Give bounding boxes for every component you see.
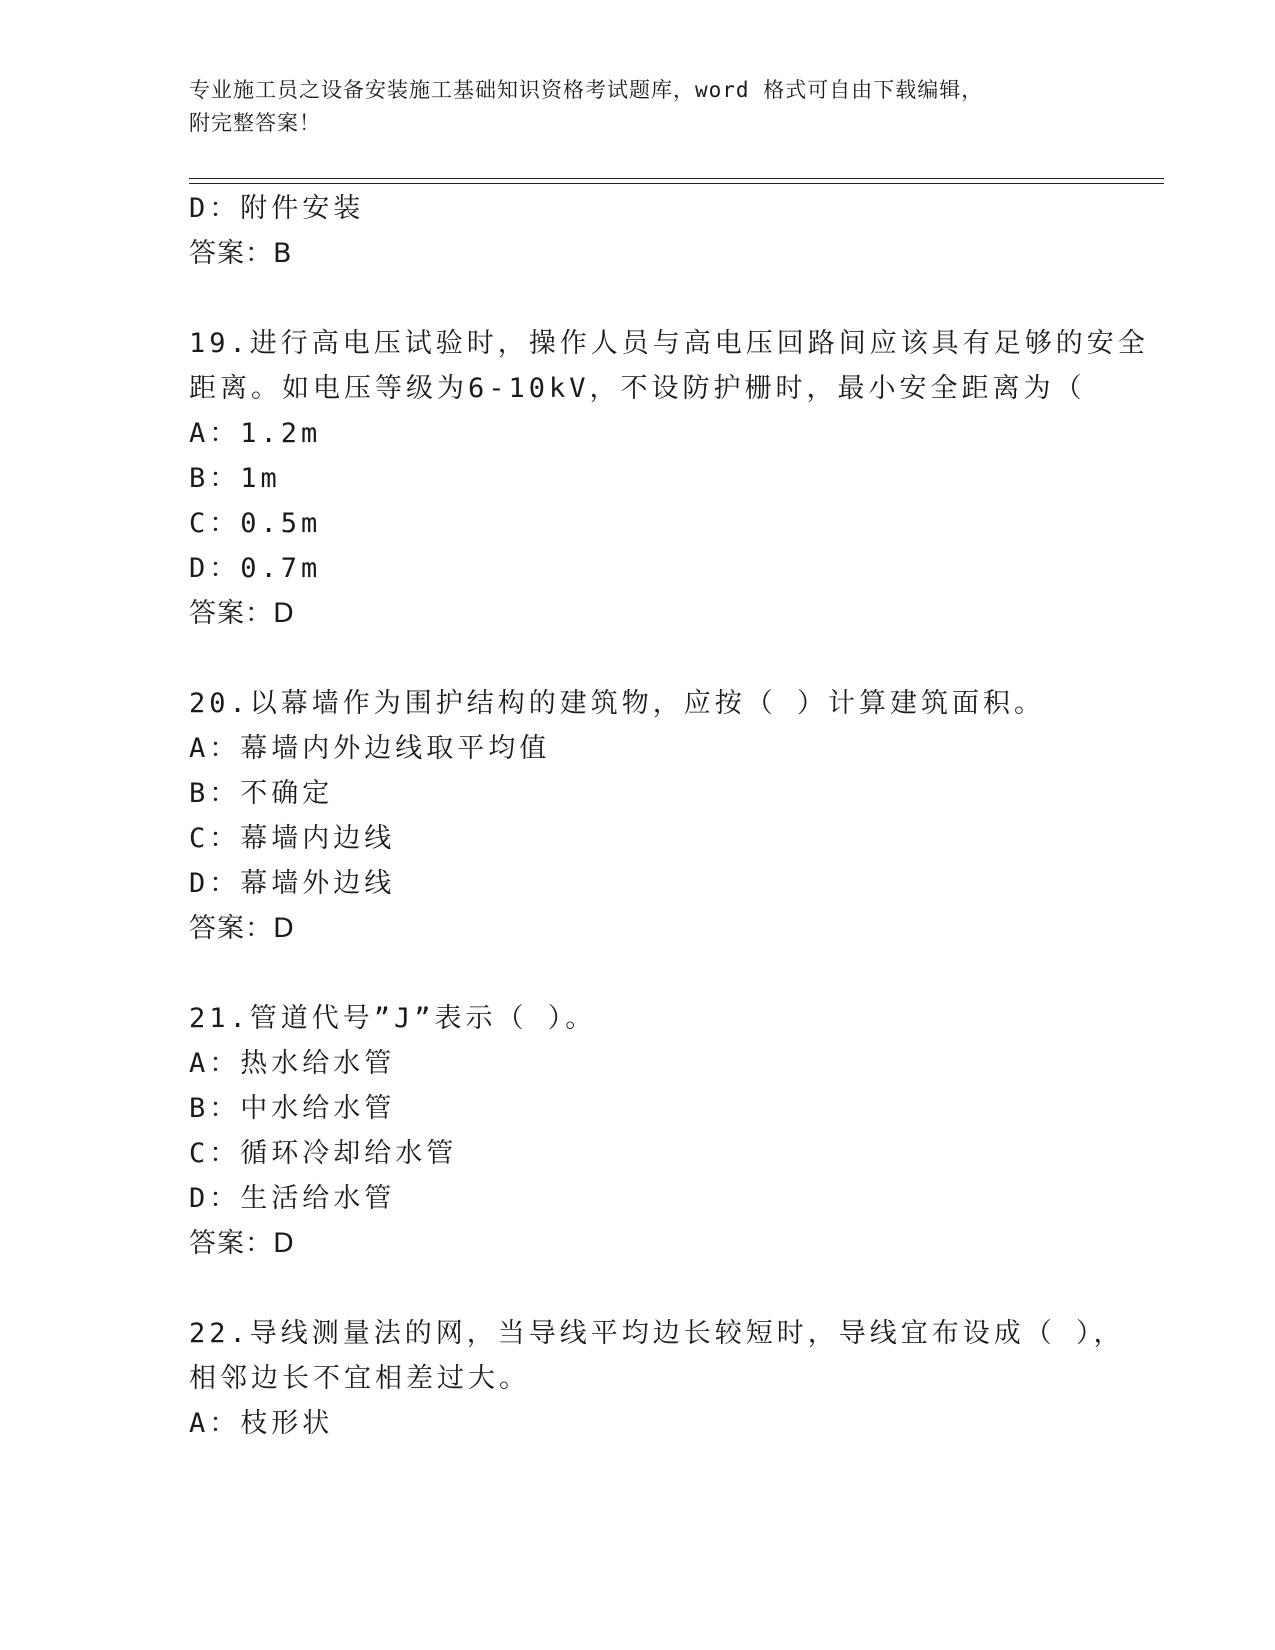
q20-option-b: B：不确定 <box>189 778 334 809</box>
q21-option-a: A：热水给水管 <box>189 1048 396 1079</box>
q21-stem: 21.管道代号”J”表示（ ）。 <box>189 1003 597 1034</box>
q19-option-b: B：1m <box>189 463 281 494</box>
q20-stem: 20.以幕墙作为围护结构的建筑物，应按（ ）计算建筑面积。 <box>189 688 1046 719</box>
q19-option-c: C：0.5m <box>189 508 322 539</box>
q19-option-d: D：0.7m <box>189 553 322 584</box>
q20-answer: 答案：D <box>189 913 295 944</box>
q21-answer: 答案：D <box>189 1228 295 1259</box>
q18-option-d: D：附件安装 <box>189 193 365 224</box>
q19-stem-line-2: 距离。如电压等级为6-10kV，不设防护栅时，最小安全距离为（ <box>189 373 1086 404</box>
q20-option-d: D：幕墙外边线 <box>189 868 396 899</box>
q22-option-a: A：枝形状 <box>189 1408 334 1439</box>
document-header <box>189 74 1089 140</box>
q18-answer: 答案：B <box>189 238 293 269</box>
header-title-line-1: 专业施工员之设备安装施工基础知识资格考试题库，word 格式可自由下载编辑， <box>189 78 984 102</box>
header-divider-bottom <box>189 183 1164 184</box>
q19-option-a: A：1.2m <box>189 418 322 449</box>
q22-stem-line-2: 相邻边长不宜相差过大。 <box>189 1363 530 1394</box>
q19-answer: 答案：D <box>189 598 295 629</box>
q22-stem-line-1: 22.导线测量法的网，当导线平均边长较短时，导线宜布设成（ ）， <box>189 1318 1125 1349</box>
q21-option-d: D：生活给水管 <box>189 1183 396 1214</box>
q21-option-b: B：中水给水管 <box>189 1093 396 1124</box>
q19-stem-line-1: 19.进行高电压试验时，操作人员与高电压回路间应该具有足够的安全 <box>189 328 1149 359</box>
header-divider-top <box>189 178 1164 179</box>
q20-option-c: C：幕墙内边线 <box>189 823 396 854</box>
header-title-line-2: 附完整答案！ <box>189 111 321 135</box>
q20-option-a: A：幕墙内外边线取平均值 <box>189 733 551 764</box>
q21-option-c: C：循环冷却给水管 <box>189 1138 458 1169</box>
